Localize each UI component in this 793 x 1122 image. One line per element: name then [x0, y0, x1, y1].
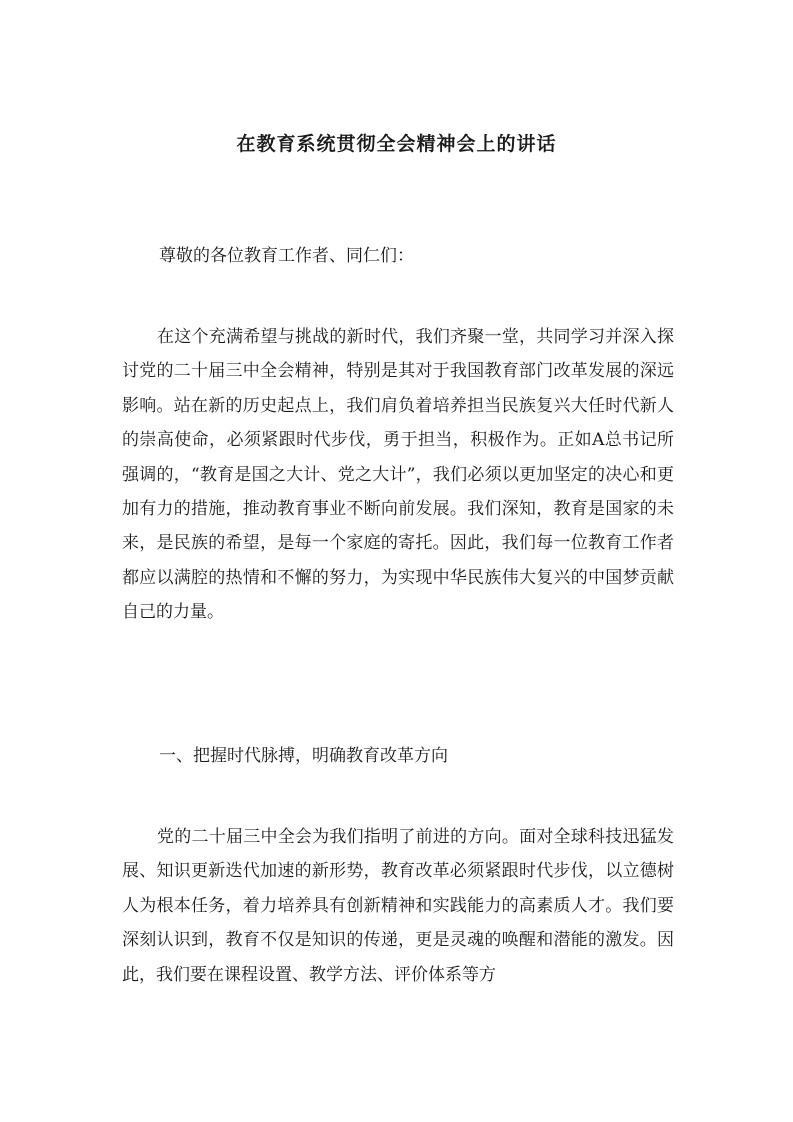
- salutation: 尊敬的各位教育工作者、同仁们：: [159, 246, 414, 266]
- paragraph-intro: 在这个充满希望与挑战的新时代，我们齐聚一堂，共同学习并深入探讨党的二十届三中全会精神，特别是其对于我国教育部门改革发展的深远影响。站在新的历史起点上，我们肩负着培养担当民族复兴大任时代新人的崇高使命，必须紧跟时代步伐，勇于担当，积极作为。正如A总书记所强调的，“教育是国之大计、党之大计”，我们必须以更加坚定的决心和更加有力的措施，推动教育事业不断向前发展。我们深知，教育是国家的未来，是民族的希望，是每一个家庭的寄托。因此，我们每一位教育工作者都应以满腔的热情和不懈的努力，为实现中华民族伟大复兴的中国梦贡献自己的力量。: [122, 327, 674, 623]
- paragraph-section-1: 党的二十届三中全会为我们指明了前进的方向。面对全球科技迅猛发展、知识更新迭代加速的新形势，教育改革必须紧跟时代步伐，以立德树人为根本任务，着力培养具有创新精神和实践能力的高素质人才。我们要深刻认识到，教育不仅是知识的传递，更是灵魂的唤醒和潜能的激发。因此，我们要在课程设置、教学方法、评价体系等方: [122, 827, 674, 985]
- document-title: 在教育系统贯彻全会精神会上的讲话: [236, 133, 557, 155]
- section-heading-1: 一、把握时代脉搏，明确教育改革方向: [159, 746, 448, 766]
